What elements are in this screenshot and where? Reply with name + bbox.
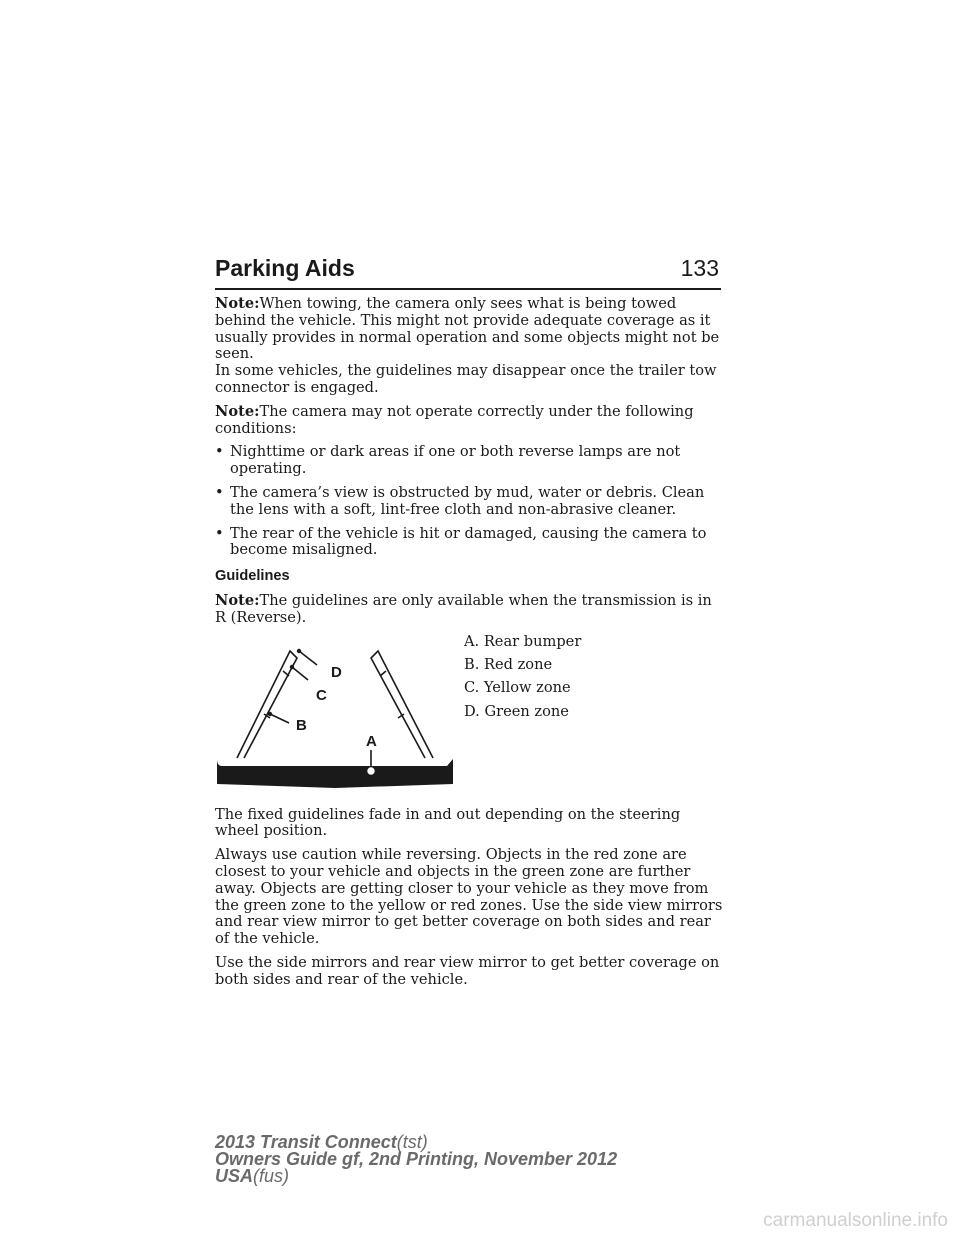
- bullet-text: Nighttime or dark areas if one or both reverse lamps are not operating.: [230, 443, 681, 478]
- note-guidelines: [215, 593, 725, 627]
- right-tick: [380, 671, 386, 676]
- bullet-dot: •: [215, 524, 224, 542]
- footer-market-code: (fus): [253, 1166, 290, 1186]
- fixed-guidelines-text: The fixed guidelines fade in and out depending on the steering wheel position.: [215, 805, 681, 840]
- footer-model: 2013 Transit Connect: [215, 1132, 397, 1152]
- bullet-text: The camera’s view is obstructed by mud, water or debris. Clean the lens with a soft, lint-free cloth and non-abrasive cleaner.: [230, 483, 705, 518]
- marker-dot: [268, 711, 272, 715]
- right-guideline: [371, 651, 433, 758]
- legend-item: B. Red zone: [464, 655, 553, 673]
- guidelines-heading: Guidelines: [215, 568, 290, 585]
- page-footer: [215, 1134, 617, 1185]
- mirrors-text: Use the side mirrors and rear view mirror to get better coverage on both sides and rear of the vehicle.: [215, 953, 720, 988]
- bullet-text: The rear of the vehicle is hit or damaged, causing the camera to become misaligned.: [230, 524, 707, 559]
- header-rule: [215, 288, 721, 290]
- page-number: 133: [680, 255, 719, 281]
- leader-c: [292, 667, 308, 680]
- note-camera-text: The camera may not operate correctly under the following conditions:: [215, 402, 694, 437]
- bullet-item: [215, 526, 725, 560]
- section-title: Parking Aids: [215, 255, 355, 281]
- rear-bumper-corner: [447, 759, 453, 767]
- bullet-dot: •: [215, 483, 224, 501]
- bumper-marker: [368, 767, 374, 773]
- leader-d: [299, 651, 317, 665]
- bullet-item: [215, 485, 725, 519]
- caution-text: Always use caution while reversing. Objects in the red zone are closest to your vehicle and objects in the green zone are further away. Objects are getting closer to your vehicle as they move from the green zone to the yellow or red zones. Use the side view mirrors and rear view mirror to get better coverage on both sides and rear of the vehicle.: [215, 846, 723, 948]
- bullet-item: [215, 444, 725, 478]
- footer-market: USA: [215, 1166, 254, 1186]
- note-label: Note:: [215, 295, 260, 312]
- guidelines-figure: [215, 634, 725, 799]
- bullet-dot: •: [215, 443, 224, 461]
- left-guideline: [237, 651, 297, 758]
- rear-bumper-shape: [217, 759, 453, 788]
- note-label: Note:: [215, 402, 260, 420]
- note-guidelines-text: The guidelines are only available when the transmission is in R (Reverse).: [215, 591, 712, 626]
- guidelines-diagram: [213, 646, 457, 788]
- note-towing: [215, 296, 725, 397]
- figure-legend: [464, 634, 581, 728]
- leader-b: [270, 714, 289, 723]
- note-label: Note:: [215, 591, 260, 609]
- trailer-connector-text: In some vehicles, the guidelines may disappear once the trailer tow connector is engaged.: [215, 362, 717, 396]
- note-towing-text: When towing, the camera only sees what is being towed behind the vehicle. This might not provide adequate coverage as it usually provides in normal operation and some objects might not be seen.: [215, 295, 720, 363]
- label-c: C: [316, 686, 327, 704]
- site-watermark: carmanualsonline.info: [763, 1210, 948, 1231]
- legend-item: A. Rear bumper: [464, 632, 582, 650]
- legend-item: D. Green zone: [464, 702, 569, 720]
- footer-line-3: [215, 1168, 617, 1185]
- footer-model-code: (tst): [396, 1132, 428, 1152]
- page-content: [215, 296, 725, 996]
- marker-dot: [290, 664, 294, 668]
- page-header: [215, 255, 721, 293]
- note-camera: [215, 404, 725, 438]
- legend-item: C. Yellow zone: [464, 679, 571, 697]
- label-d: D: [331, 663, 342, 681]
- footer-line-2: Owners Guide gf, 2nd Printing, November 2012: [215, 1149, 618, 1169]
- label-a: A: [366, 732, 377, 750]
- marker-dot: [297, 648, 301, 652]
- label-b: B: [296, 716, 307, 734]
